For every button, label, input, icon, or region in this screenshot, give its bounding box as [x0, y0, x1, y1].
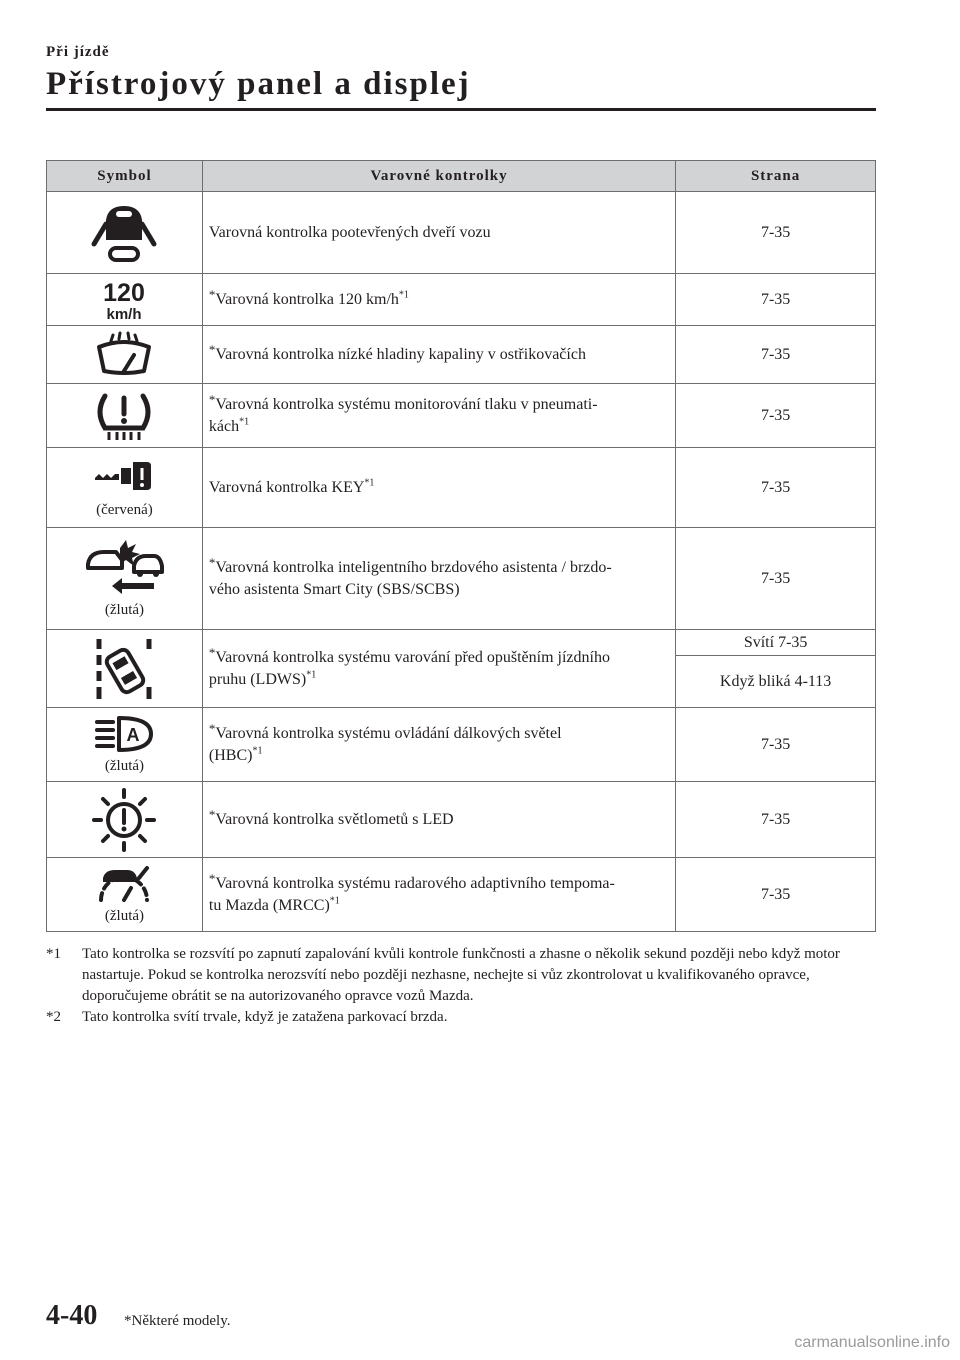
color-label: (žlutá) [104, 908, 145, 924]
door-open-warning-icon [84, 200, 164, 266]
symbol-cell [47, 528, 203, 630]
optional-marker: * [208, 870, 216, 886]
page-cell-lit: Svítí 7-35 [676, 630, 876, 656]
description-line-1: Varovná kontrolka inteligentního brzdového asistenta / brzdo- [215, 558, 612, 576]
table-row [47, 630, 876, 656]
description-cell [202, 192, 675, 274]
page-cell: 7-35 [676, 326, 876, 384]
page-cell: 7-35 [676, 384, 876, 448]
page-cell: 7-35 [676, 274, 876, 326]
header-warning-lights: Varovné kontrolky [202, 161, 675, 192]
optional-models-note: *Některé modely. [124, 1313, 231, 1329]
footnote-ref: *1 [398, 289, 409, 301]
page-cell: 7-35 [676, 528, 876, 630]
footnote-text: Tato kontrolka se rozsvítí po zapnutí zapalování kvůli kontrole funkčnosti a zhasne o několik sekund později nebo když motor nastartuje. Pokud se kontrolka nerozsvítí nebo později nezhasne, nechejte si vůz zkontrolovat u kvalifikovaného opravce, doporučujeme obrátit se na autorizovaného opravce vozů Mazda. [82, 946, 840, 1004]
page-cell: 7-35 [676, 192, 876, 274]
footnote-ref: *1 [252, 745, 263, 757]
description-line-2: kách [208, 417, 240, 435]
table-header-row [47, 161, 876, 192]
footnote-ref: *1 [306, 669, 317, 681]
warning-lights-table [46, 160, 876, 932]
unit-text: km/h [106, 305, 142, 323]
optional-marker: * [208, 806, 216, 822]
page-cell-flash: Když bliká 4-113 [676, 656, 876, 708]
svg-text:A: A [126, 725, 140, 745]
description: Varovná kontrolka KEY [208, 478, 365, 496]
page-cell: 7-35 [676, 708, 876, 782]
footnote [46, 1007, 876, 1028]
table-row [47, 858, 876, 932]
description-line-2: pruhu (LDWS) [208, 670, 307, 688]
color-label: (žlutá) [104, 602, 145, 618]
table-row [47, 274, 876, 326]
title-rule [46, 108, 876, 111]
description-cell [202, 384, 675, 448]
table-row [47, 448, 876, 528]
page-cell: 7-35 [676, 858, 876, 932]
tire-pressure-warning-icon [89, 388, 159, 444]
symbol-cell [47, 274, 203, 326]
description: Varovná kontrolka 120 km/h [215, 290, 399, 308]
description-cell [202, 630, 675, 708]
description-line-1: Varovná kontrolka systému monitorování tlaku v pneumati- [215, 395, 598, 413]
description-line-1: Varovná kontrolka systému ovládání dálkových světel [215, 724, 562, 742]
description-line-1: Varovná kontrolka systému radarového adaptivního tempoma- [215, 874, 615, 892]
table-row [47, 326, 876, 384]
description: Varovná kontrolka světlometů s LED [215, 810, 454, 828]
description-line-2: vého asistenta Smart City (SBS/SCBS) [208, 580, 460, 598]
symbol-cell [47, 384, 203, 448]
symbol-cell [47, 192, 203, 274]
optional-marker: * [208, 341, 216, 357]
description-cell [202, 858, 675, 932]
symbol-cell [47, 858, 203, 932]
symbol-cell [47, 630, 203, 708]
speed-120-warning-icon [89, 277, 159, 323]
symbol-cell [47, 782, 203, 858]
description: Varovná kontrolka nízké hladiny kapaliny v ostřikovačích [215, 345, 586, 363]
symbol-cell [47, 326, 203, 384]
footnote-text: Tato kontrolka svítí trvale, když je zatažena parkovací brzda. [82, 1009, 448, 1025]
footnote-mark: *2 [46, 1009, 61, 1025]
description-cell [202, 326, 675, 384]
header-page: Strana [676, 161, 876, 192]
color-label: (červená) [96, 502, 153, 518]
table-row [47, 708, 876, 782]
description-line-2: (HBC) [208, 746, 253, 764]
footnote [46, 944, 876, 1007]
footnote-ref: *1 [329, 895, 340, 907]
section-label: Při jízdě [46, 44, 110, 60]
description-line-2: tu Mazda (MRCC) [208, 896, 330, 914]
table-row [47, 782, 876, 858]
footnotes [46, 944, 876, 1028]
header-symbol: Symbol [47, 161, 203, 192]
symbol-cell [47, 448, 203, 528]
smart-brake-warning-icon [82, 538, 166, 598]
speed-text: 120 [103, 278, 146, 307]
table-row [47, 384, 876, 448]
washer-fluid-warning-icon [89, 331, 159, 379]
optional-marker: * [208, 554, 216, 570]
lane-departure-warning-icon [89, 635, 159, 703]
footnote-ref: *1 [364, 477, 375, 489]
table-row [47, 192, 876, 274]
high-beam-control-warning-icon [89, 714, 159, 754]
page-title: Přístrojový panel a displej [46, 66, 471, 102]
optional-marker: * [208, 720, 216, 736]
description-cell [202, 708, 675, 782]
footnote-mark: *1 [46, 946, 61, 962]
description-cell [202, 528, 675, 630]
key-warning-icon [89, 456, 159, 498]
description-cell [202, 782, 675, 858]
description-cell [202, 448, 675, 528]
optional-marker: * [208, 644, 216, 660]
symbol-cell [47, 708, 203, 782]
watermark: carmanualsonline.info [794, 1334, 950, 1351]
description: Varovná kontrolka pootevřených dveří vozu [208, 223, 491, 241]
table-row [47, 528, 876, 630]
led-headlight-warning-icon [89, 787, 159, 853]
radar-cruise-warning-icon [89, 864, 159, 904]
color-label: (žlutá) [104, 758, 145, 774]
optional-marker: * [208, 391, 216, 407]
optional-marker: * [208, 286, 216, 302]
page-number: 4-40 [46, 1300, 98, 1331]
description-cell [202, 274, 675, 326]
page-cell: 7-35 [676, 448, 876, 528]
footnote-ref: *1 [239, 416, 250, 428]
page-cell: 7-35 [676, 782, 876, 858]
description-line-1: Varovná kontrolka systému varování před opuštěním jízdního [215, 648, 610, 666]
